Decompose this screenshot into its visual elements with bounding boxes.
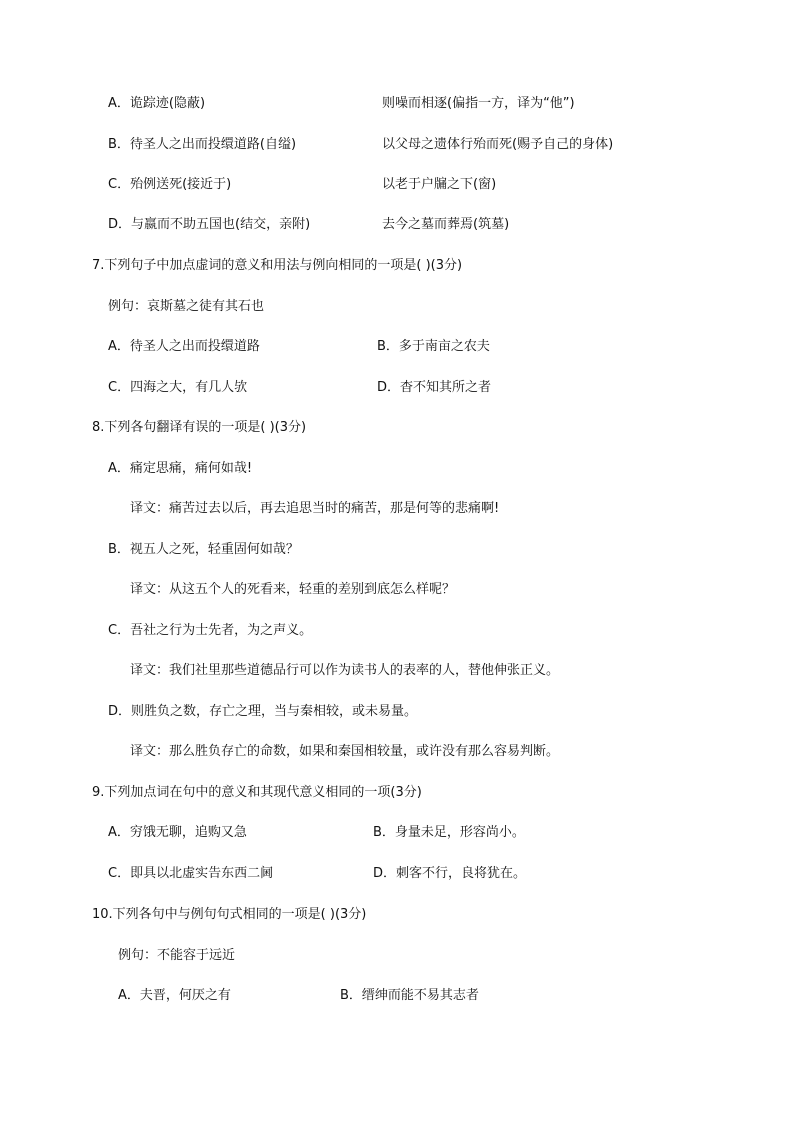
q6-option-d-right: 去今之墓而葬焉(筑墓)	[382, 217, 510, 232]
q10-stem: 10.下列各句中与例句句式相同的一项是( )(3分)	[92, 907, 367, 922]
q8-item-b-sentence: B．视五人之死，轻重固何如哉？	[108, 542, 299, 557]
q6-option-b-right: 以父母之遗体行殆而死(赐予自己的身体)	[382, 137, 614, 152]
q10-example: 例句：不能容于远近	[118, 948, 236, 963]
q10-option-b: B．缙绅而能不易其志者	[340, 988, 479, 1003]
q8-item-c-sentence: C．吾社之行为士先者，为之声义。	[108, 623, 313, 638]
q8-item-d-translation: 译文：那么胜负存亡的命数，如果和秦国相较量，或许没有那么容易判断。	[130, 744, 560, 759]
q7-option-a: A．待圣人之出而投缳道路	[108, 339, 260, 354]
q6-option-a-right: 则噪而相逐(偏指一方，译为“他”)	[382, 96, 575, 111]
q6-option-b-left: B．待圣人之出而投缳道路(自缢)	[108, 137, 297, 152]
q8-item-b-translation: 译文：从这五个人的死看来，轻重的差别到底怎么样呢？	[130, 582, 456, 597]
q9-option-a: A．穷饿无聊，追购又急	[108, 825, 247, 840]
q8-stem: 8.下列各句翻译有误的一项是( )(3分)	[92, 420, 307, 435]
q9-option-d: D．刺客不行，良将犹在。	[373, 866, 527, 881]
q10-option-a: A．夫晋，何厌之有	[118, 988, 231, 1003]
q8-item-a-sentence: A．痛定思痛，痛何如哉!	[108, 461, 253, 476]
q7-option-b: B．多于南亩之农夫	[377, 339, 490, 354]
q7-example: 例句：哀斯墓之徒有其石也	[108, 299, 265, 314]
q9-option-b: B．身量未足，形容尚小。	[373, 825, 525, 840]
q6-option-d-left: D．与嬴而不助五国也(结交，亲附)	[108, 217, 311, 232]
q6-option-c-left: C．殆例送死(接近于)	[108, 177, 232, 192]
q8-item-c-translation: 译文：我们社里那些道德品行可以作为读书人的表率的人，替他伸张正义。	[130, 663, 560, 678]
q9-option-c: C．即具以北虚实告东西二阃	[108, 866, 274, 881]
q8-item-d-sentence: D．则胜负之数，存亡之理，当与秦相较，或未易量。	[108, 704, 418, 719]
q7-option-c: C．四海之大，有几人欤	[108, 380, 248, 395]
q7-stem: 7.下列句子中加点虚词的意义和用法与例向相同的一项是( )(3分)	[92, 258, 463, 273]
q8-item-a-translation: 译文：痛苦过去以后，再去追思当时的痛苦，那是何等的悲痛啊!	[130, 501, 500, 516]
q7-option-d: D．杳不知其所之者	[377, 380, 492, 395]
q9-stem: 9.下列加点词在句中的意义和其现代意义相同的一项(3分)	[92, 785, 422, 800]
q6-option-c-right: 以老于户牖之下(窗)	[382, 177, 497, 192]
q6-option-a-left: A．诡踪迹(隐蔽)	[108, 96, 206, 111]
